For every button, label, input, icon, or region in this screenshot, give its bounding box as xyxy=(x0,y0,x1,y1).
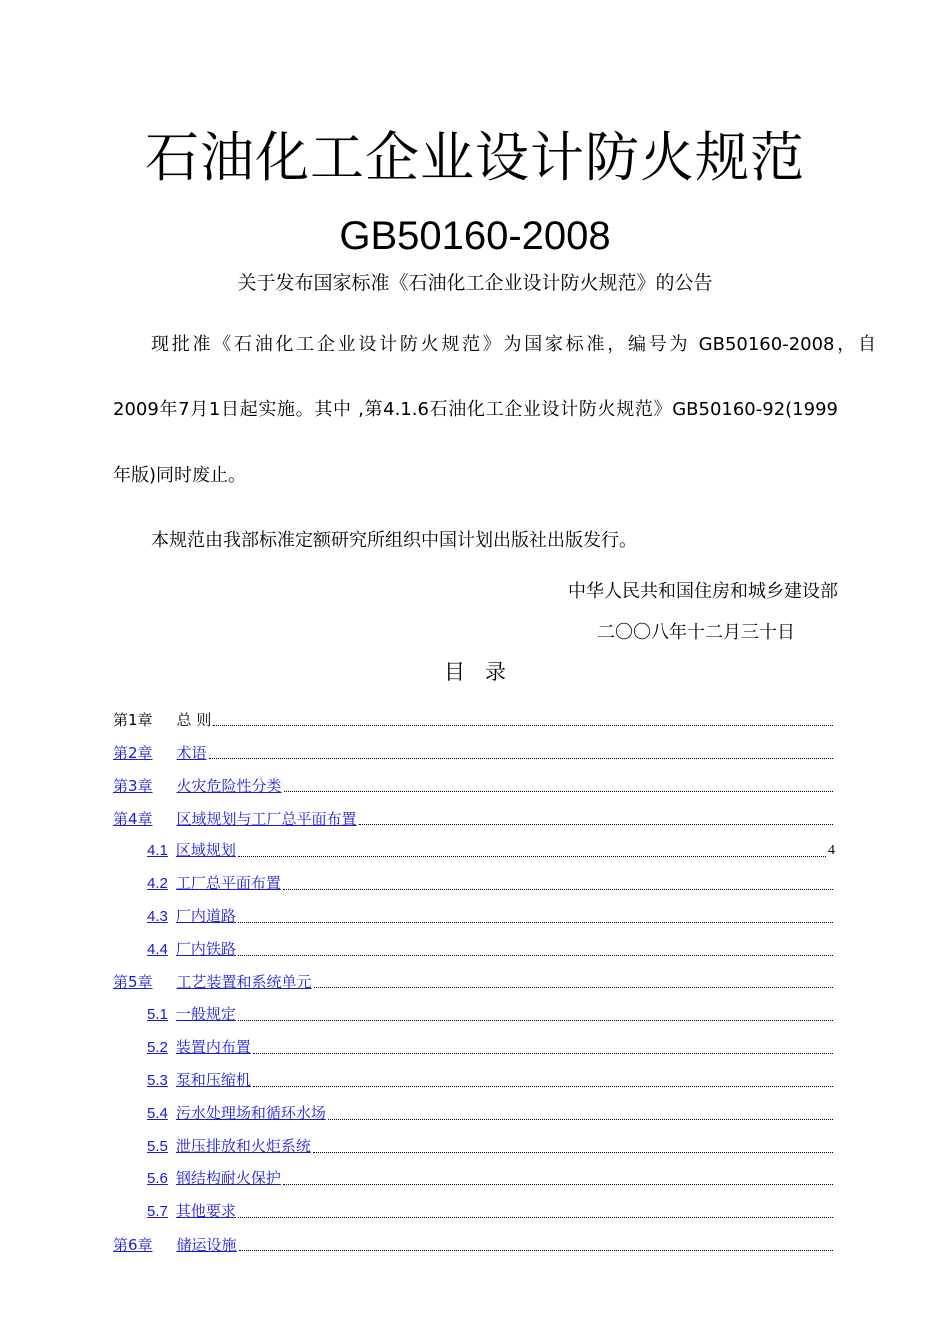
notice-title: 关于发布国家标准《石油化工企业设计防火规范》的公告 xyxy=(237,272,713,294)
toc-link[interactable] xyxy=(147,1037,251,1058)
toc-link[interactable] xyxy=(113,1235,237,1255)
toc-entry[interactable] xyxy=(113,962,835,992)
toc-entry[interactable] xyxy=(147,1094,835,1124)
toc-number: 5.5 xyxy=(147,1138,168,1155)
toc-number: 4.4 xyxy=(147,941,168,958)
toc-text: 污水处理场和循环水场 xyxy=(175,1104,326,1122)
toc-text: 火灾危险性分类 xyxy=(176,777,282,795)
toc-number: 第4章 xyxy=(113,810,153,828)
toc-link[interactable] xyxy=(147,906,236,927)
toc-entry xyxy=(113,700,835,730)
toc-text: 厂内道路 xyxy=(175,907,236,925)
toc-text: 工厂总平面布置 xyxy=(175,874,281,892)
toc-link[interactable] xyxy=(113,776,282,796)
toc-number: 5.4 xyxy=(147,1105,168,1122)
toc-entry[interactable] xyxy=(147,995,835,1025)
toc-link[interactable] xyxy=(113,972,312,992)
toc-link[interactable] xyxy=(147,1070,251,1091)
toc-entry[interactable] xyxy=(147,1127,835,1157)
toc-heading xyxy=(0,657,950,687)
toc-heading-char-1: 目 xyxy=(444,660,465,684)
toc-link[interactable] xyxy=(147,1136,311,1157)
toc-leader-dots xyxy=(209,757,833,759)
toc-text: 储运设施 xyxy=(176,1236,237,1254)
toc-leader-dots xyxy=(253,1052,833,1054)
toc-text: 总 则 xyxy=(176,711,212,729)
paragraph-2: 本规范由我部标准定额研究所组织中国计划出版社出版发行。 xyxy=(151,530,637,551)
toc-text: 术语 xyxy=(176,744,207,762)
toc-entry[interactable] xyxy=(147,1061,835,1091)
document-title: 石油化工企业设计防火规范 xyxy=(145,126,805,189)
toc-leader-dots xyxy=(313,1151,833,1153)
toc-entry[interactable] xyxy=(147,831,835,861)
toc-number: 4.1 xyxy=(147,842,168,859)
toc-link[interactable] xyxy=(147,1168,281,1189)
toc-number: 5.3 xyxy=(147,1072,168,1089)
toc-link[interactable] xyxy=(147,1103,326,1124)
toc-entry[interactable] xyxy=(147,1159,835,1189)
toc-link[interactable] xyxy=(147,840,236,861)
toc-link[interactable] xyxy=(147,939,236,960)
toc-entry[interactable] xyxy=(113,766,835,796)
toc-leader-dots xyxy=(238,1216,833,1218)
toc-leader-dots xyxy=(359,823,833,825)
toc-link[interactable] xyxy=(113,809,357,829)
toc-text: 厂内铁路 xyxy=(175,940,236,958)
toc-text: 其他要求 xyxy=(175,1202,236,1220)
toc-number: 第6章 xyxy=(113,1236,153,1254)
toc-text: 装置内布置 xyxy=(175,1038,251,1056)
toc-text: 区域规划与工厂总平面布置 xyxy=(176,810,357,828)
toc-text: 区域规划 xyxy=(175,841,236,859)
toc-leader-dots xyxy=(239,1249,833,1251)
toc-text: 泵和压缩机 xyxy=(175,1071,251,1089)
toc-number: 5.7 xyxy=(147,1203,168,1220)
toc-leader-dots xyxy=(283,1183,833,1185)
toc-number: 5.6 xyxy=(147,1170,168,1187)
toc-leader-dots xyxy=(253,1085,833,1087)
toc-link[interactable] xyxy=(147,873,281,894)
toc-text: 工艺装置和系统单元 xyxy=(176,973,312,991)
toc-number: 4.2 xyxy=(147,875,168,892)
toc-leader-dots xyxy=(213,724,833,726)
toc-entry[interactable] xyxy=(147,930,835,960)
paragraph-line-2: 2009年7月1日起实施。其中 ,第4.1.6石油化工企业设计防火规范》GB50160-92(1999 xyxy=(113,399,838,420)
toc-leader-dots xyxy=(314,986,833,988)
toc-leader-dots xyxy=(238,1019,833,1021)
toc-entry[interactable] xyxy=(147,864,835,894)
toc-number: 第3章 xyxy=(113,777,153,795)
paragraph-line-1: 现批准《石油化工企业设计防火规范》为国家标准，编号为 GB50160-2008，自 xyxy=(151,334,876,355)
toc-leader-dots xyxy=(284,790,833,792)
toc-number: 第2章 xyxy=(113,744,153,762)
toc-number: 5.2 xyxy=(147,1039,168,1056)
toc-link[interactable] xyxy=(147,1201,236,1222)
toc-entry[interactable] xyxy=(147,1028,835,1058)
toc-entry[interactable] xyxy=(113,733,835,763)
toc-leader-dots xyxy=(238,921,833,923)
toc-number: 第5章 xyxy=(113,973,153,991)
toc-entry[interactable] xyxy=(147,1192,835,1222)
toc-label xyxy=(113,710,211,730)
toc-leader-dots xyxy=(283,888,833,890)
toc-link[interactable] xyxy=(113,743,207,763)
toc-link[interactable] xyxy=(147,1004,236,1025)
toc-entry[interactable] xyxy=(113,1225,835,1255)
toc-text: 泄压排放和火炬系统 xyxy=(175,1137,311,1155)
signature-organization: 中华人民共和国住房和城乡建设部 xyxy=(568,581,838,602)
toc-entry[interactable] xyxy=(147,897,835,927)
toc-heading-char-2: 录 xyxy=(485,660,506,684)
standard-code: GB50160-2008 xyxy=(339,214,611,258)
paragraph-line-3: 年版)同时废止。 xyxy=(113,465,247,486)
signature-date: 二〇〇八年十二月三十日 xyxy=(597,622,795,643)
toc-leader-dots xyxy=(238,954,833,956)
toc-leader-dots xyxy=(238,855,826,857)
toc-text: 一般规定 xyxy=(175,1005,236,1023)
toc-page-number: 4 xyxy=(828,843,835,858)
toc-leader-dots xyxy=(328,1118,833,1120)
toc-text: 钢结构耐火保护 xyxy=(175,1169,281,1187)
toc-number: 4.3 xyxy=(147,908,168,925)
toc-number: 第1章 xyxy=(113,711,153,729)
toc-entry[interactable] xyxy=(113,799,835,829)
toc-number: 5.1 xyxy=(147,1006,168,1023)
